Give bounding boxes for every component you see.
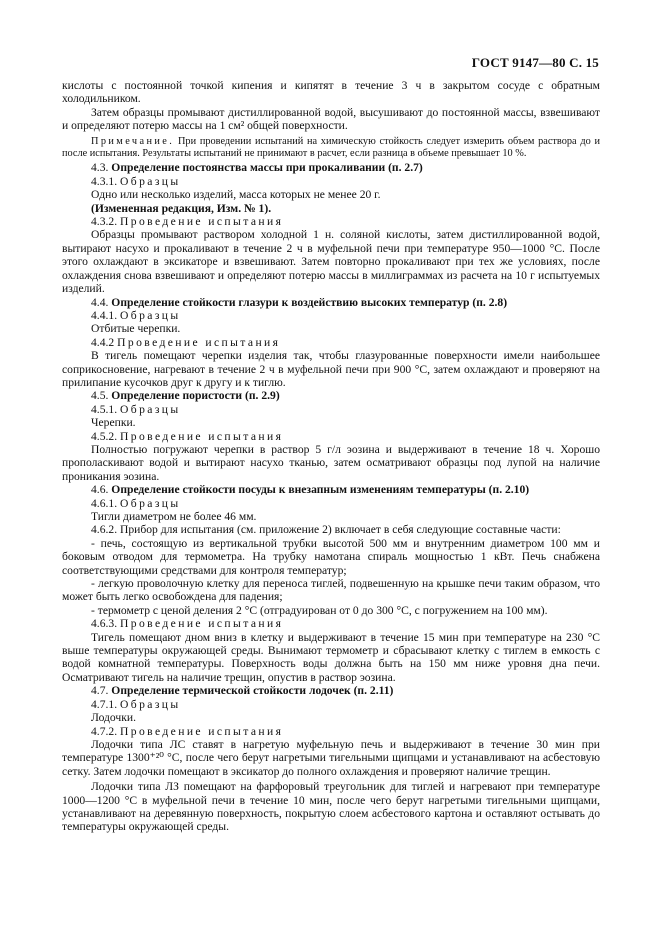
paragraph bbox=[62, 631, 600, 685]
paragraph-text: Затем образцы промывают дистиллированной водой, высушивают до постоянной массы, взвешивают и определяют потерю массы на 1 см² общей поверхности. bbox=[62, 105, 600, 133]
clause-number: 4.7.2. bbox=[91, 724, 118, 738]
bold-title: Определение стойкости глазури к воздействию высоких температур (п. 2.8) bbox=[111, 295, 508, 309]
paragraph-text: Тигель помещают дном вниз в клетку и выдерживают в течение 15 мин при температуре на 230 °С выше температуры окружающей среды. Вынимают термометр и сбрасывают клетку с тиглем в емкость с водой комнатной температуры. Поверхность воды должна быть на 150 мм ниже уровня дна печи. Осматривают тигель на наличие трещин, опустив в раствор эозина. bbox=[62, 630, 600, 684]
paragraph bbox=[62, 577, 600, 604]
paragraph-text: Полностью погружают черепки в раствор 5 г/л эозина и выдерживают в течение 18 ч. Хорошо прополаскивают водой и вытирают насухо тканью, затем осматривают образцы под лупой на наличие проникания эозина. bbox=[62, 442, 600, 483]
spaced-label: Проведение испытания bbox=[117, 335, 281, 349]
subsection-heading bbox=[62, 617, 600, 630]
section-heading bbox=[62, 389, 600, 402]
paragraph-text: Лодочки типа ЛЗ помещают на фарфоровый треугольник для тиглей и нагревают при температуре 1000—1200 °С в муфельной печи в течение 10 мин, после чего берут нагретыми тигельными щипцами, устанавливают на деревянную поверхность, покрытую слоем асбестового картона и оставляют остывать до температуры окружающей среды. bbox=[62, 780, 600, 834]
paragraph bbox=[62, 604, 600, 617]
document-body bbox=[62, 79, 600, 834]
spaced-label: Образцы bbox=[120, 402, 181, 416]
bold-title: Определение термической стойкости лодочек (п. 2.11) bbox=[111, 684, 394, 698]
paragraph-text: В тигель помещают черепки изделия так, чтобы глазурованные поверхности имели наибольшее соприкосновение, нагревают в течение 2 ч в муфельной печи при 900 °С, затем охлаждают и проверяют на прилипание кусочков друг к другу и к тиглю. bbox=[62, 349, 600, 389]
clause-number: 4.3.2. bbox=[91, 215, 118, 229]
page-header: ГОСТ 9147—80 С. 15 bbox=[471, 55, 599, 70]
clause-number: 4.7.1. bbox=[91, 697, 118, 711]
section-heading bbox=[62, 684, 600, 697]
spaced-label: Проведение испытания bbox=[120, 429, 284, 443]
spaced-label: Проведение испытания bbox=[120, 215, 284, 229]
paragraph-text: - легкую проволочную клетку для переноса тиглей, подвешенную на крышке печи таким образом, что может быть легко освобождена для падения; bbox=[62, 577, 600, 604]
clause-number: 4.7. bbox=[91, 684, 109, 698]
clause-number: 4.6. bbox=[91, 483, 109, 497]
clause-number: 4.4.2 bbox=[91, 335, 115, 349]
spaced-label: Образцы bbox=[120, 308, 181, 322]
subsection-heading bbox=[62, 336, 600, 349]
bold-title: Определение пористости (п. 2.9) bbox=[111, 389, 280, 403]
spaced-label: Примечание. bbox=[91, 135, 175, 147]
paragraph-text: При проведении испытаний на химическую стойкость следует измерить объем раствора до и после испытания. Результаты испытаний не принимают в расчет, если разница в объеме превышает 10 %. bbox=[62, 135, 600, 160]
clause-number: 4.5.1. bbox=[91, 402, 118, 416]
bold-title: Определение стойкости посуды к внезапным изменениям температуры (п. 2.10) bbox=[111, 483, 530, 497]
subsection-heading bbox=[62, 497, 600, 510]
paragraph bbox=[62, 523, 600, 536]
paragraph-text: Лодочки типа ЛС ставят в нагретую муфельную печь и выдерживают в течение 30 мин при температуре 1300⁺²⁰ °С, после чего берут нагретыми тигельными щипцами и устанавливают на асбестовую сетку. Затем лодочки помещают в эксикатор до полного охлаждения и проверяют наличие трещин. bbox=[62, 737, 600, 778]
subsection-heading bbox=[62, 175, 600, 188]
spaced-label: Проведение испытания bbox=[120, 724, 284, 738]
clause-number: 4.3. bbox=[91, 161, 109, 175]
subsection-heading bbox=[62, 309, 600, 322]
spaced-label: Проведение испытания bbox=[120, 617, 284, 631]
subsection-heading bbox=[62, 430, 600, 443]
bold-title: Определение постоянства массы при прокаливании (п. 2.7) bbox=[111, 161, 423, 175]
paragraph-text: Одно или несколько изделий, масса которых не менее 20 г. bbox=[91, 188, 381, 202]
clause-number: 4.5. bbox=[91, 389, 109, 403]
subsection-heading bbox=[62, 403, 600, 416]
paragraph-text: - печь, состоящую из вертикальной трубки высотой 500 мм и внутренним диаметром 100 мм и боковым отводом для термометра. На трубку намотана спираль мощностью 1 кВт. Печь снабжена соответствующими средствами для контроля температур; bbox=[62, 536, 600, 577]
paragraph bbox=[62, 711, 600, 724]
section-heading bbox=[62, 296, 600, 309]
clause-number: 4.4.1. bbox=[91, 308, 118, 322]
section-heading bbox=[62, 161, 600, 174]
paragraph bbox=[62, 738, 600, 778]
subsection-heading bbox=[62, 698, 600, 711]
paragraph-text: Отбитые черепки. bbox=[91, 322, 181, 336]
paragraph-text: Образцы промывают раствором холодной 1 н. соляной кислоты, затем дистиллированной водой, вытирают насухо и прокаливают в течение 2 ч в муфельной печи при температуре 950—1000 °С. После этого охлаждают в эксикаторе и взвешивают. Затем повторно прокаливают при тех же условиях, после охлаждения снова взвешивают и определяют потерю массы в миллиграммах из расчета на 10 г испытуемых изделий. bbox=[62, 228, 600, 296]
bold-title: (Измененная редакция, Изм. № 1). bbox=[91, 201, 272, 215]
paragraph bbox=[62, 188, 600, 201]
paragraph-text: Тигли диаметром не более 46 мм. bbox=[91, 510, 257, 523]
paragraph bbox=[62, 537, 600, 577]
paragraph bbox=[62, 79, 600, 106]
clause-number: 4.6.1. bbox=[91, 496, 118, 510]
section-heading bbox=[62, 202, 600, 215]
spaced-label: Образцы bbox=[120, 496, 181, 510]
note-paragraph bbox=[62, 136, 600, 161]
clause-number: 4.6.3. bbox=[91, 617, 118, 631]
paragraph-text: кислоты с постоянной точкой кипения и кипятят в течение 3 ч в закрытом сосуде с обратным холодильником. bbox=[62, 79, 600, 106]
spaced-label: Образцы bbox=[120, 174, 181, 188]
paragraph bbox=[62, 106, 600, 133]
subsection-heading bbox=[62, 725, 600, 738]
paragraph bbox=[62, 416, 600, 429]
spaced-label: Образцы bbox=[120, 697, 181, 711]
paragraph bbox=[62, 349, 600, 389]
paragraph bbox=[62, 443, 600, 483]
paragraph-text: Черепки. bbox=[91, 416, 136, 430]
paragraph-text: - термометр с ценой деления 2 °С (отградуирован от 0 до 300 °С, с погружением на 100 мм). bbox=[91, 603, 548, 617]
paragraph bbox=[62, 228, 600, 295]
subsection-heading bbox=[62, 215, 600, 228]
paragraph-text: 4.6.2. Прибор для испытания (см. приложение 2) включает в себя следующие составные части: bbox=[91, 523, 561, 537]
clause-number: 4.5.2. bbox=[91, 429, 118, 443]
clause-number: 4.3.1. bbox=[91, 174, 118, 188]
clause-number: 4.4. bbox=[91, 295, 109, 309]
paragraph bbox=[62, 322, 600, 335]
paragraph bbox=[62, 510, 600, 523]
section-heading bbox=[62, 483, 600, 496]
paragraph-text: Лодочки. bbox=[91, 711, 136, 725]
paragraph bbox=[62, 780, 600, 834]
